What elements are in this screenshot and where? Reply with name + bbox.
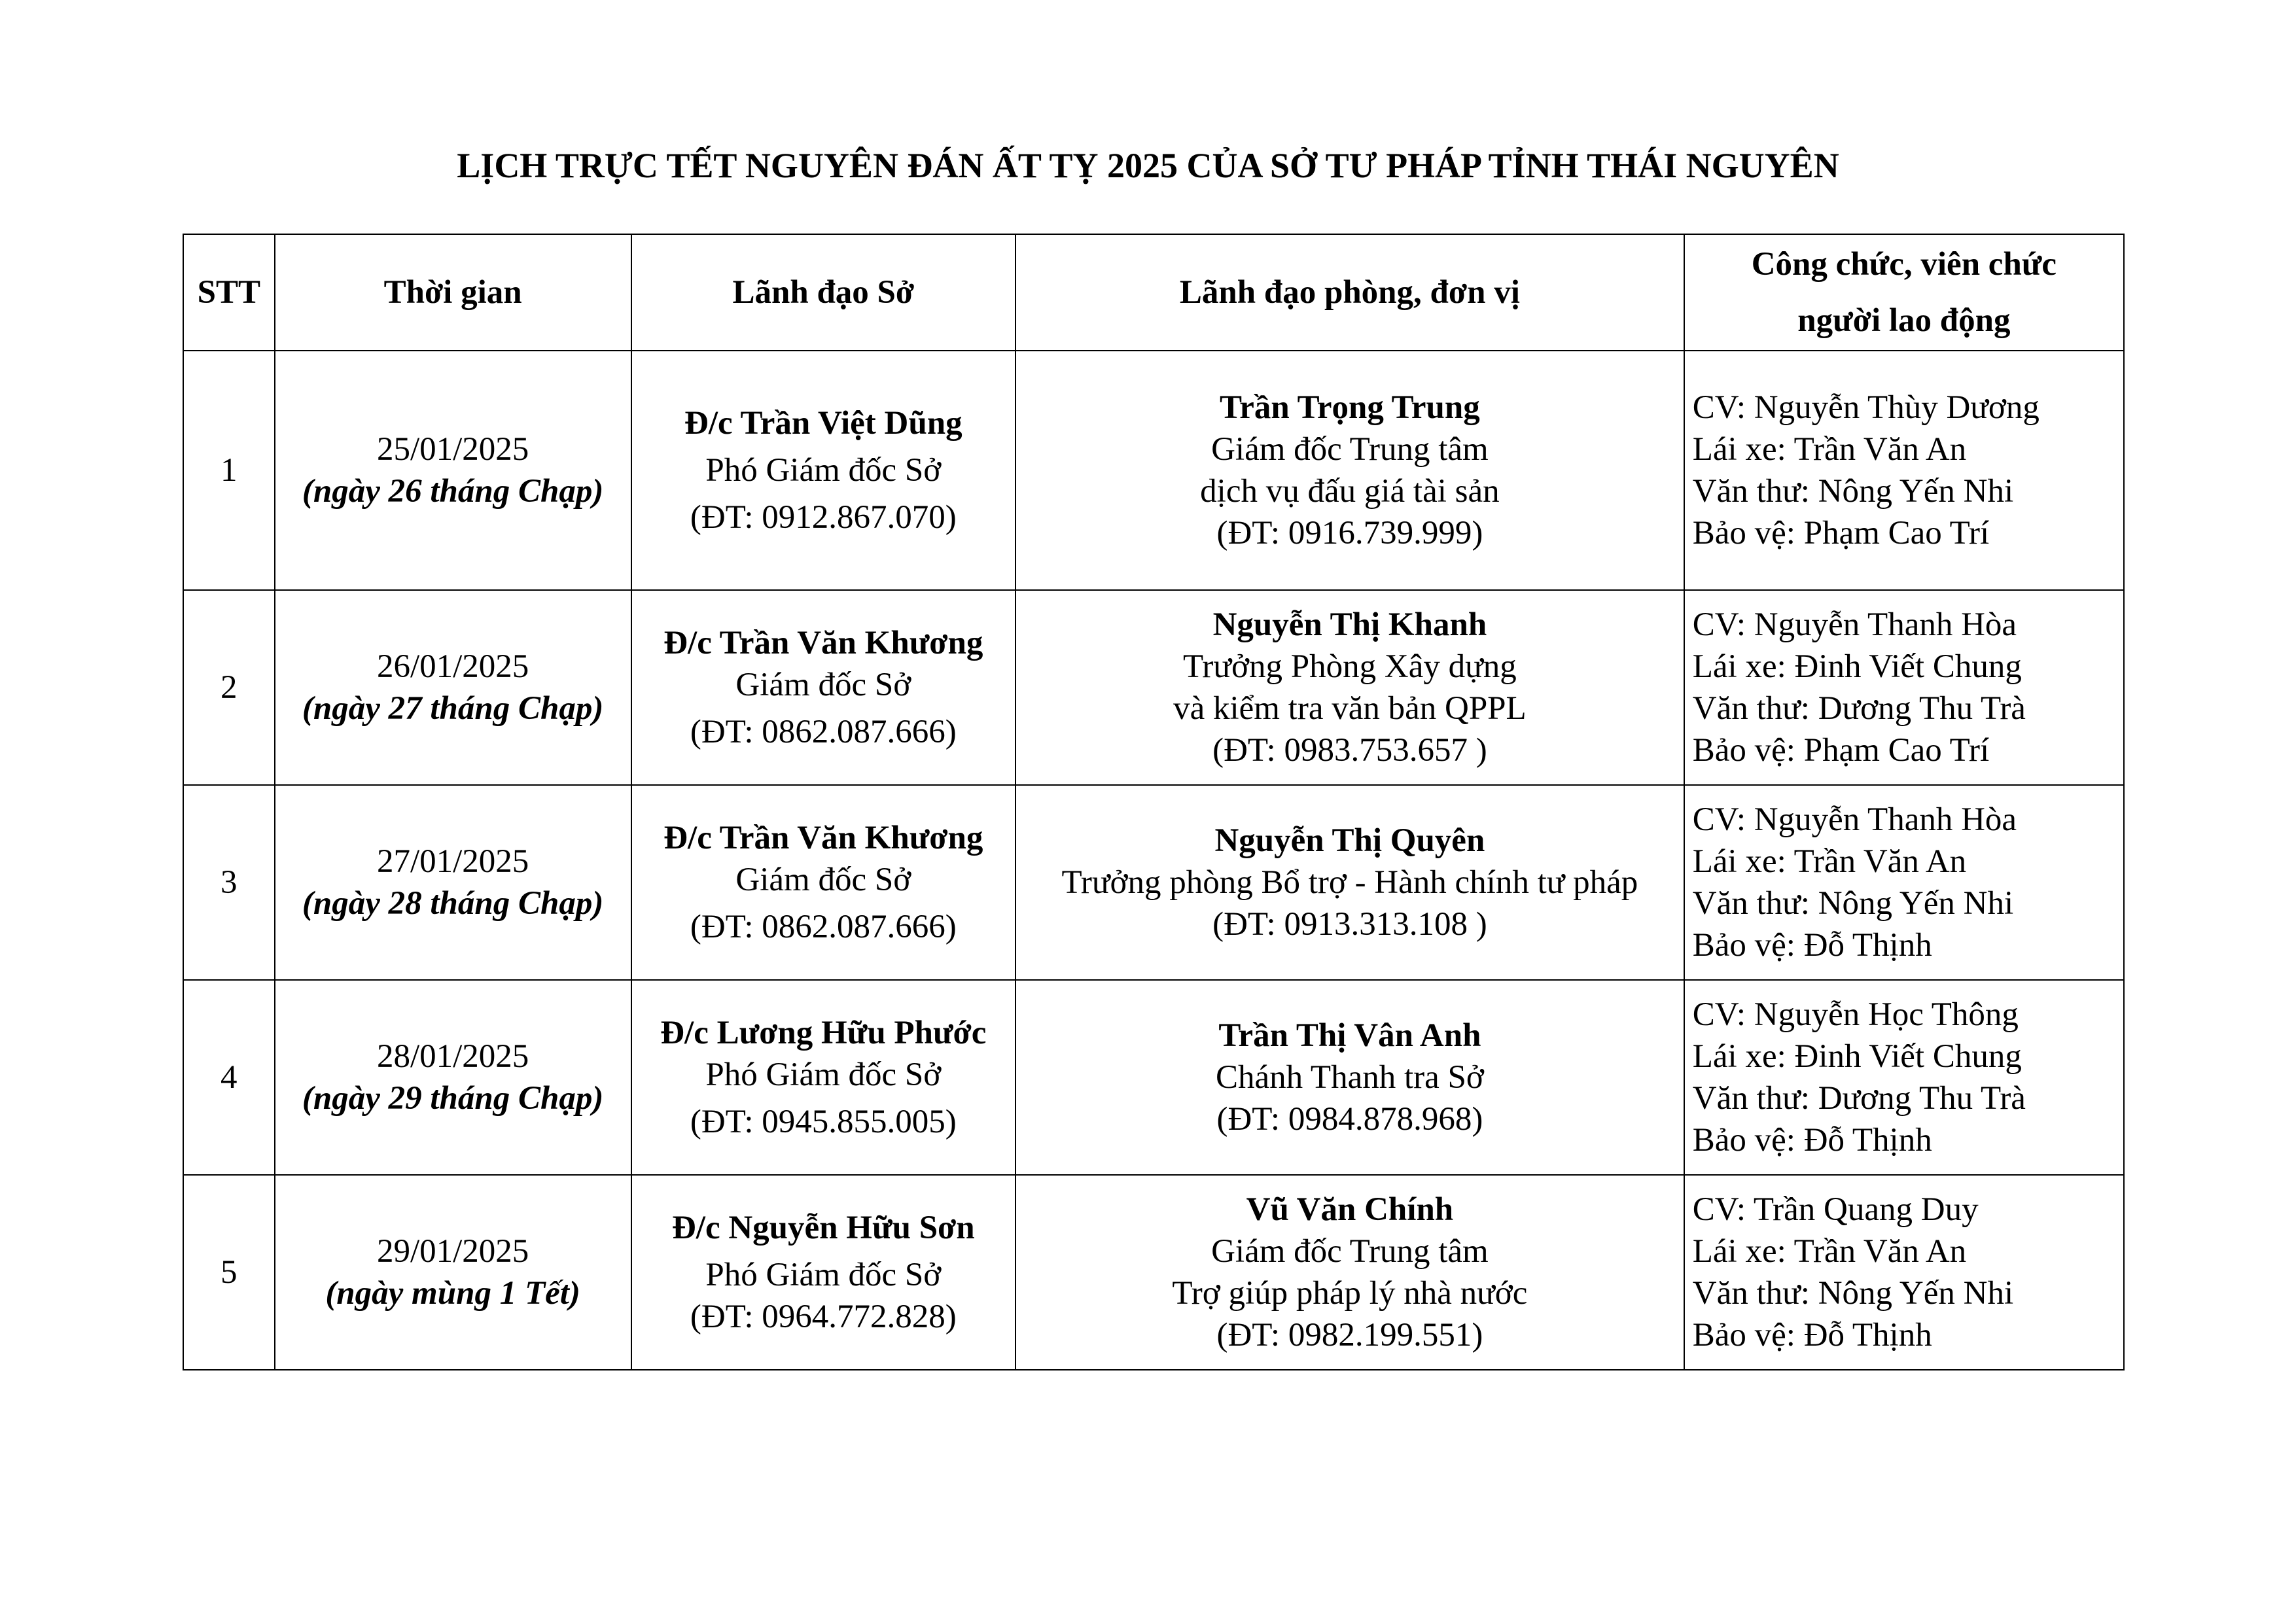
row-lunar-date: (ngày 26 tháng Chạp) xyxy=(302,473,604,510)
row-time xyxy=(275,351,631,590)
dept-name: Vũ Văn Chính xyxy=(1246,1191,1454,1228)
leader-name: Đ/c Trần Việt Dũng xyxy=(684,405,963,442)
dept-name: Nguyễn Thị Quyên xyxy=(1214,822,1485,859)
row-leader xyxy=(631,1175,1016,1370)
row-staff xyxy=(1684,351,2124,590)
staff-driver: Lái xe: Đinh Viết Chung xyxy=(1692,1038,2022,1075)
staff-clerk: Văn thư: Nông Yến Nhi xyxy=(1692,885,2014,922)
leader-name: Đ/c Nguyễn Hữu Sơn xyxy=(671,1210,975,1246)
dept-title-2: Trợ giúp pháp lý nhà nước xyxy=(1172,1275,1528,1312)
staff-cv: CV: Nguyễn Thùy Dương xyxy=(1692,389,2040,426)
dept-title-1: Trưởng phòng Bổ trợ - Hành chính tư pháp xyxy=(1061,864,1638,901)
staff-cv: CV: Trần Quang Duy xyxy=(1692,1191,1979,1228)
staff-clerk: Văn thư: Nông Yến Nhi xyxy=(1692,473,2014,510)
staff-clerk: Văn thư: Dương Thu Trà xyxy=(1692,690,2026,727)
row-leader xyxy=(631,785,1016,980)
dept-phone: (ĐT: 0916.739.999) xyxy=(1216,515,1483,551)
table-row xyxy=(183,351,2124,590)
row-staff xyxy=(1684,785,2124,980)
leader-title: Phó Giám đốc Sở xyxy=(705,1056,942,1093)
dept-title-2: và kiểm tra văn bản QPPL xyxy=(1173,690,1527,727)
row-dept xyxy=(1016,785,1684,980)
table-row xyxy=(183,785,2124,980)
header-leader: Lãnh đạo Sở xyxy=(631,234,1016,351)
row-time xyxy=(275,785,631,980)
staff-guard: Bảo vệ: Đỗ Thịnh xyxy=(1692,1317,1932,1353)
row-lunar-date: (ngày 27 tháng Chạp) xyxy=(302,690,604,727)
row-date: 27/01/2025 xyxy=(376,843,529,880)
staff-clerk: Văn thư: Nông Yến Nhi xyxy=(1692,1275,2014,1312)
header-dept: Lãnh đạo phòng, đơn vị xyxy=(1016,234,1684,351)
row-date: 25/01/2025 xyxy=(376,431,529,468)
staff-guard: Bảo vệ: Đỗ Thịnh xyxy=(1692,1122,1932,1159)
dept-name: Nguyễn Thị Khanh xyxy=(1212,606,1487,643)
staff-guard: Bảo vệ: Phạm Cao Trí xyxy=(1692,515,1990,551)
row-stt: 2 xyxy=(183,590,275,785)
dept-title-1: Chánh Thanh tra Sở xyxy=(1215,1059,1484,1096)
dept-title-1: Giám đốc Trung tâm xyxy=(1211,1233,1489,1270)
row-date: 29/01/2025 xyxy=(376,1233,529,1270)
row-time xyxy=(275,1175,631,1370)
row-leader xyxy=(631,980,1016,1175)
table-row xyxy=(183,980,2124,1175)
row-dept xyxy=(1016,351,1684,590)
leader-phone: (ĐT: 0945.855.005) xyxy=(690,1104,957,1140)
row-date: 28/01/2025 xyxy=(376,1038,529,1075)
dept-name: Trần Thị Vân Anh xyxy=(1218,1017,1481,1054)
header-staff xyxy=(1684,234,2124,351)
header-staff-line2: người lao động xyxy=(1797,302,2011,339)
staff-driver: Lái xe: Trần Văn An xyxy=(1692,431,1967,468)
row-dept xyxy=(1016,980,1684,1175)
header-staff-line1: Công chức, viên chức xyxy=(1751,246,2057,283)
row-staff xyxy=(1684,590,2124,785)
dept-title-1: Trưởng Phòng Xây dựng xyxy=(1183,648,1517,685)
document-title: LỊCH TRỰC TẾT NGUYÊN ĐÁN ẤT TỴ 2025 CỦA SỞ TƯ PHÁP TỈNH THÁI NGUYÊN xyxy=(457,146,1839,185)
staff-driver: Lái xe: Trần Văn An xyxy=(1692,1233,1967,1270)
dept-title-2: dịch vụ đấu giá tài sản xyxy=(1200,473,1500,510)
leader-phone: (ĐT: 0862.087.666) xyxy=(690,909,957,945)
row-stt: 5 xyxy=(183,1175,275,1370)
dept-title-1: Giám đốc Trung tâm xyxy=(1211,431,1489,468)
header-time: Thời gian xyxy=(275,234,631,351)
row-time xyxy=(275,590,631,785)
row-time xyxy=(275,980,631,1175)
row-leader xyxy=(631,590,1016,785)
staff-cv: CV: Nguyễn Thanh Hòa xyxy=(1692,606,2017,643)
table-row xyxy=(183,590,2124,785)
leader-name: Đ/c Trần Văn Khương xyxy=(663,820,983,856)
table-row xyxy=(183,1175,2124,1370)
leader-name: Đ/c Trần Văn Khương xyxy=(663,625,983,661)
leader-title: Giám đốc Sở xyxy=(735,667,911,703)
row-date: 26/01/2025 xyxy=(376,648,529,685)
staff-cv: CV: Nguyễn Thanh Hòa xyxy=(1692,801,2017,838)
row-stt: 1 xyxy=(183,351,275,590)
staff-guard: Bảo vệ: Phạm Cao Trí xyxy=(1692,732,1990,769)
leader-phone: (ĐT: 0862.087.666) xyxy=(690,714,957,750)
leader-title: Phó Giám đốc Sở xyxy=(705,452,942,489)
duty-schedule-table xyxy=(183,234,2125,1370)
dept-phone: (ĐT: 0984.878.968) xyxy=(1216,1101,1483,1138)
header-stt: STT xyxy=(183,234,275,351)
row-stt: 4 xyxy=(183,980,275,1175)
leader-phone: (ĐT: 0912.867.070) xyxy=(690,499,957,536)
leader-title: Phó Giám đốc Sở xyxy=(705,1257,942,1293)
row-dept xyxy=(1016,1175,1684,1370)
row-lunar-date: (ngày mùng 1 Tết) xyxy=(325,1275,580,1312)
leader-phone: (ĐT: 0964.772.828) xyxy=(690,1299,957,1335)
row-lunar-date: (ngày 28 tháng Chạp) xyxy=(302,885,604,922)
staff-driver: Lái xe: Trần Văn An xyxy=(1692,843,1967,880)
dept-phone: (ĐT: 0983.753.657 ) xyxy=(1212,732,1487,769)
leader-name: Đ/c Lương Hữu Phước xyxy=(660,1015,987,1051)
dept-phone: (ĐT: 0913.313.108 ) xyxy=(1212,906,1487,943)
table-header-row xyxy=(183,234,2124,351)
row-dept xyxy=(1016,590,1684,785)
row-staff xyxy=(1684,1175,2124,1370)
row-stt: 3 xyxy=(183,785,275,980)
dept-phone: (ĐT: 0982.199.551) xyxy=(1216,1317,1483,1353)
staff-guard: Bảo vệ: Đỗ Thịnh xyxy=(1692,927,1932,964)
row-leader xyxy=(631,351,1016,590)
staff-driver: Lái xe: Đinh Viết Chung xyxy=(1692,648,2022,685)
row-staff xyxy=(1684,980,2124,1175)
staff-cv: CV: Nguyễn Học Thông xyxy=(1692,996,2019,1033)
staff-clerk: Văn thư: Dương Thu Trà xyxy=(1692,1080,2026,1117)
dept-name: Trần Trọng Trung xyxy=(1220,389,1480,426)
leader-title: Giám đốc Sở xyxy=(735,862,911,898)
row-lunar-date: (ngày 29 tháng Chạp) xyxy=(302,1080,604,1117)
